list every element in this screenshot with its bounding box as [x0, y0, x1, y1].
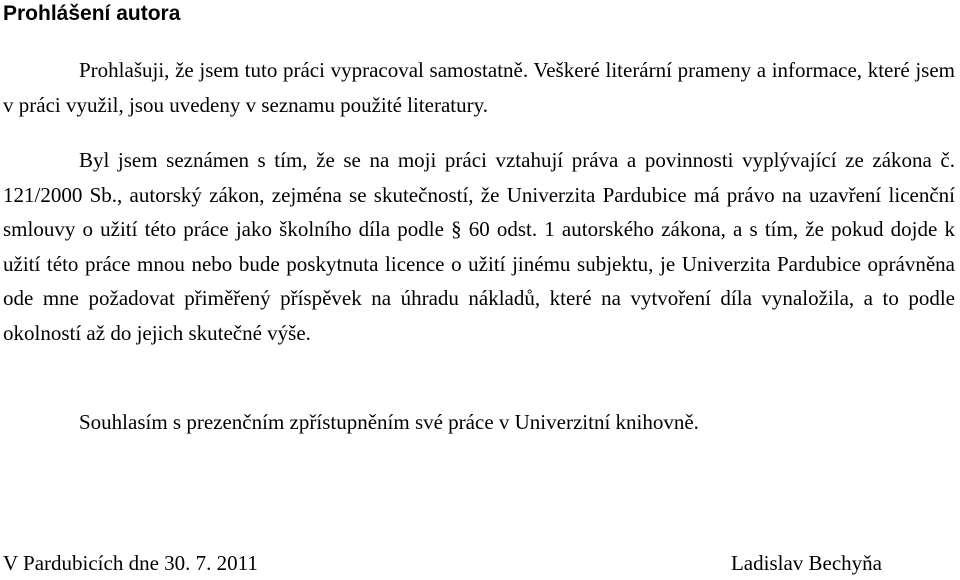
paragraph-copyright: Byl jsem seznámen s tím, že se na moji práci vztahují práva a povinnosti vyplývající ze zákona č. 121/2000 Sb., autorský zákon, zejména se skutečností, že Univerzita Pardubice má právo na uzavření licenční smlouvy o užití této práce jako školního díla podle § 60 odst. 1 autorského zákona, a s tím, že pokud dojde k užití této práce mnou nebo bude poskytnuta licence o užití jinému subjektu, je Univerzita Pardubice oprávněna ode mne požadovat přiměřený příspěvek na úhradu nákladů, které na vytvoření díla vynaložila, a to podle okolností až do jejich skutečné výše. — [3, 148, 955, 345]
paragraph-originality: Prohlašuji, že jsem tuto práci vypracoval samostatně. Veškeré literární prameny a informace, které jsem v práci využil, jsou uvedeny v seznamu použité literatury. — [3, 58, 955, 117]
place-and-date: V Pardubicích dne 30. 7. 2011 — [3, 551, 258, 575]
author-name: Ladislav Bechyňa — [730, 551, 882, 575]
page-title: Prohlášení autora — [3, 2, 181, 25]
paragraph-library-consent: Souhlasím s prezenčním zpřístupněním své práce v Univerzitní knihovně. — [79, 410, 699, 434]
